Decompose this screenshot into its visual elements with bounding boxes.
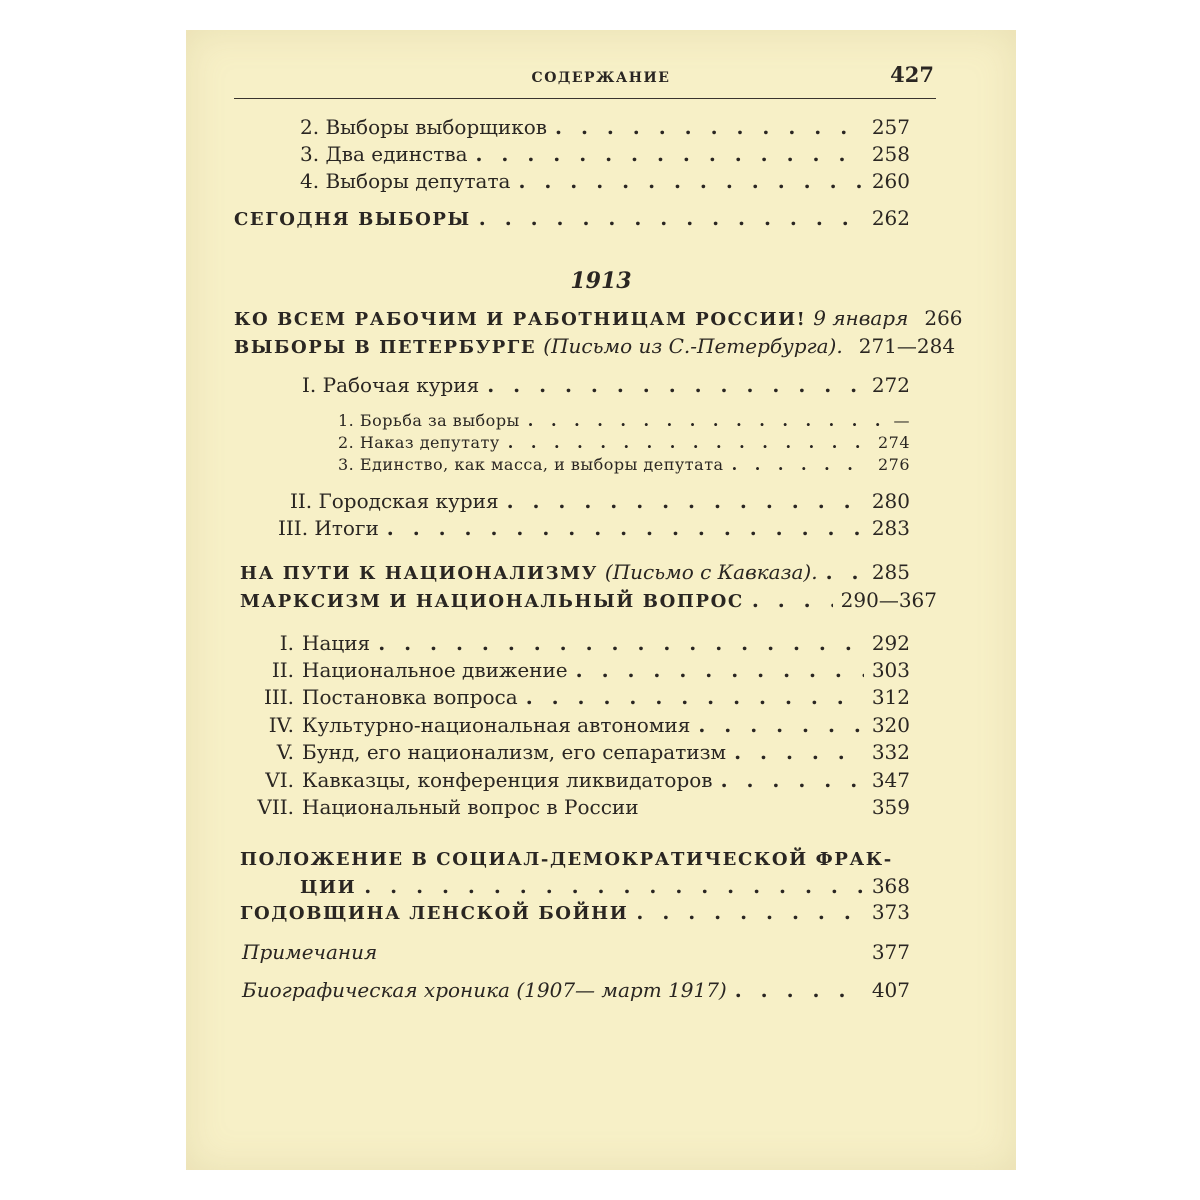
toc-entry: 1. Борьба за выборы . . . — — [338, 411, 910, 431]
dot-leader — [576, 658, 864, 682]
toc-page-number: 266 — [924, 306, 963, 330]
dot-leader — [735, 978, 864, 1002]
toc-entry: Биографическая хроника (1907— март 1917) . . . 407 — [242, 978, 910, 1002]
toc-entry: КО ВСЕМ РАБОЧИМ И РАБОТНИЦАМ РОССИИ! 9 января 266 — [234, 306, 963, 330]
toc-entry: I. Рабочая курия . . . 272 — [302, 373, 910, 397]
dot-leader — [698, 713, 863, 737]
running-title: СОДЕРЖАНИЕ — [531, 70, 671, 86]
toc-entry: ЦИИ . . . 368 — [300, 874, 910, 900]
dot-leader — [364, 874, 864, 898]
toc-page-number: 290—367 — [840, 588, 937, 612]
toc-entry: IV. Культурно-национальная автономия . . . 320 — [254, 713, 910, 737]
dot-leader — [507, 489, 864, 513]
dot-leader — [479, 206, 864, 230]
toc-entry: 3. Два единства . . . 258 — [300, 142, 910, 166]
toc-page-number: 320 — [871, 713, 910, 737]
year-heading: 1913 — [570, 268, 632, 294]
dot-leader — [555, 115, 864, 139]
toc-page-number: 407 — [871, 978, 910, 1002]
toc-entry: III. Постановка вопроса . . . 312 — [254, 685, 910, 709]
dot-leader — [528, 411, 886, 431]
toc-page-number: 262 — [871, 206, 910, 230]
page-header — [186, 48, 1016, 88]
toc-entry: 3. Единство, как масса, и выборы депутата . . . 276 — [338, 455, 910, 475]
dot-leader — [476, 142, 864, 166]
dot-leader — [487, 373, 864, 397]
toc-page-number: 274 — [877, 433, 910, 452]
toc-page-number: 258 — [871, 142, 910, 166]
toc-entry: VI. Кавказцы, конференция ликвидаторов . . . 347 — [254, 768, 910, 792]
toc-entry: МАРКСИЗМ И НАЦИОНАЛЬНЫЙ ВОПРОС . . . 290—367 — [240, 588, 937, 614]
dot-leader — [387, 516, 864, 540]
toc-entry: ПОЛОЖЕНИЕ В СОЦИАЛ-ДЕМОКРАТИЧЕСКОЙ ФРАК- — [240, 849, 893, 870]
page-number: 427 — [890, 62, 934, 87]
dot-leader — [378, 631, 864, 655]
toc-entry: Примечания 377 — [242, 940, 910, 964]
toc-entry: ГОДОВЩИНА ЛЕНСКОЙ БОЙНИ . . . 373 — [240, 900, 910, 926]
toc-entry: II. Национальное движение . . . 303 — [254, 658, 910, 682]
dot-leader — [508, 433, 870, 453]
toc-page-number: 285 — [871, 560, 910, 584]
toc-entry: III. Итоги . . . 283 — [278, 516, 910, 540]
toc-entry: V. Бунд, его национализм, его сепаратизм . . . 332 — [254, 740, 910, 764]
toc-page-number: 332 — [871, 740, 910, 764]
dot-leader — [526, 685, 864, 709]
toc-entry: I. Нация . . . 292 — [254, 631, 910, 655]
header-rule — [234, 98, 936, 99]
toc-entry: ВЫБОРЫ В ПЕТЕРБУРГЕ (Письмо из С.-Петербурга). 271—284 — [234, 334, 956, 358]
toc-page-number: 283 — [871, 516, 910, 540]
toc-page-number: 276 — [877, 455, 910, 474]
toc-page-number: 347 — [871, 768, 910, 792]
toc-page-number: 292 — [871, 631, 910, 655]
dot-leader — [732, 455, 870, 475]
toc-page-number: 272 — [871, 373, 910, 397]
toc-entry: СЕГОДНЯ ВЫБОРЫ . . . 262 — [234, 206, 910, 232]
toc-page-number: 377 — [871, 940, 910, 964]
toc-page-number: 271—284 — [858, 334, 956, 358]
dot-leader — [721, 768, 864, 792]
toc-entry: 4. Выборы депутата . . . 260 — [300, 169, 910, 193]
toc-page-number: 312 — [871, 685, 910, 709]
dot-leader — [752, 588, 833, 612]
toc-page-number: 303 — [871, 658, 910, 682]
dot-leader — [636, 900, 863, 924]
toc-entry: 2. Выборы выборщиков . . . 257 — [300, 115, 910, 139]
dot-leader — [826, 560, 864, 584]
toc-page-number: — — [893, 411, 910, 430]
dot-leader — [518, 169, 863, 193]
dot-leader — [734, 740, 864, 764]
toc-page-number: 373 — [871, 900, 910, 924]
toc-page-number: 260 — [871, 169, 910, 193]
toc-entry: II. Городская курия . . . 280 — [290, 489, 910, 513]
book-page — [186, 30, 1016, 1170]
toc-page-number: 257 — [871, 115, 910, 139]
toc-page-number: 359 — [871, 795, 910, 819]
toc-entry: VII. Национальный вопрос в России 359 — [257, 795, 910, 819]
toc-page-number: 280 — [871, 489, 910, 513]
toc-entry: 2. Наказ депутату . . . 274 — [338, 433, 910, 453]
toc-entry: НА ПУТИ К НАЦИОНАЛИЗМУ (Письмо с Кавказа). . . . 285 — [240, 560, 910, 586]
toc-page-number: 368 — [871, 874, 910, 898]
